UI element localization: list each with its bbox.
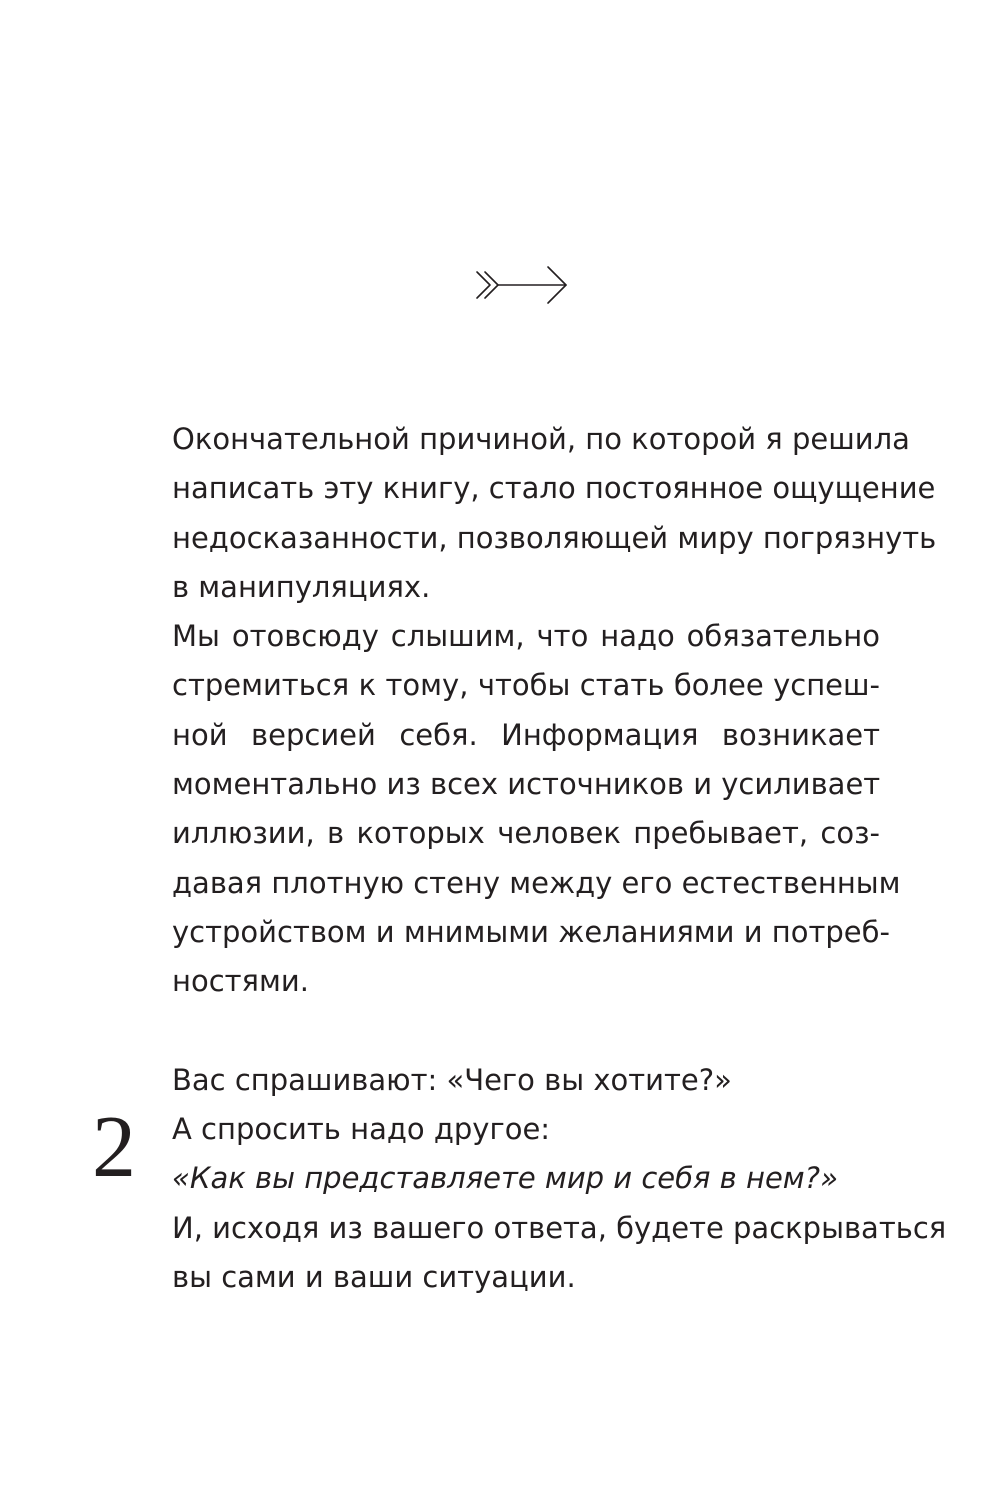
page-number-text: 2 [92,1106,136,1186]
text-line: вы сами и ваши ситуации. [172,1260,576,1295]
page-number [90,1106,140,1186]
text-line: давая плотную стену между его естественным [172,865,901,900]
text-line: И, исходя из вашего ответа, будете раскрываться [172,1210,947,1245]
arrow-ornament-icon [468,262,572,308]
text-line: моментально из всех источников и усиливает [172,767,881,802]
text-line: ностями. [172,964,309,999]
body-text [172,415,947,1302]
text-line: Окончательной причиной, по которой я решила [172,422,910,456]
text-line: Мы отовсюду слышим, что надо обязательно [172,619,880,654]
text-line: Вас спрашивают: «Чего вы хотите?» [172,1062,732,1097]
text-line: иллюзии, в которых человек пребывает, соз- [172,816,880,851]
text-line: А спросить надо другое: [172,1112,551,1147]
text-line: устройством и мнимыми желаниями и потреб- [172,914,890,949]
text-line: недосказанности, позволяющей миру погрязнуть [172,520,937,555]
text-line-italic: «Как вы представляете мир и себя в нем?» [172,1161,838,1196]
text-line: написать эту книгу, стало постоянное ощущение [172,471,936,506]
text-line: стремиться к тому, чтобы стать более успеш- [172,668,880,703]
paragraph-gap [172,1007,880,1056]
text-line: в манипуляциях. [172,569,431,604]
text-line: ной версией себя. Информация возникает [172,717,880,752]
